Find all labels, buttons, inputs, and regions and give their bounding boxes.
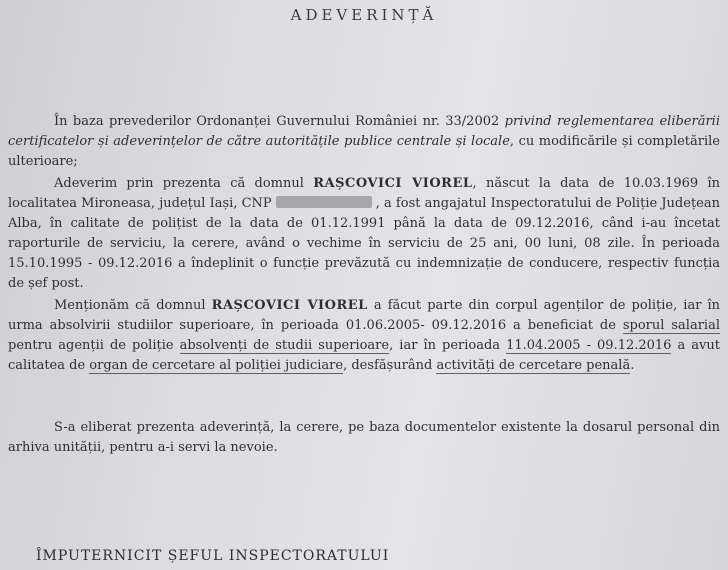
p3-text-1: Menționăm că domnul xyxy=(54,298,212,313)
p3-text-4: , iar în perioada xyxy=(389,338,507,353)
document-title: ADEVERINȚĂ xyxy=(290,6,438,24)
person-name-2: RAȘCOVICI VIOREL xyxy=(211,298,368,313)
p2-text-2: , născut la data de 10.03.1969 în localitatea Mironeasa, județul Iași, CNP xyxy=(8,176,720,211)
p3-text-5: a avut calitatea de xyxy=(8,338,720,373)
p2-text-3: , a fost angajatul Inspectoratului de Poliție Județean Alba, în calitate de polițist de la data de 01.12.1991 până la data de 09.12.2016, când i-au încetat raporturile de serviciu, la cerere, având o vechime în serviciu de 25 ani, 00 luni, 08 zile. În perioada 15.10.1995 - 09.12.2016 a îndeplinit o funcție prevăzută cu indemnizație de conducere, respectiv funcția de șef post. xyxy=(8,196,720,291)
p3-text-3: pentru agenții de poliție xyxy=(8,338,180,353)
underlined-higher-education: absolvenți de studii superioare xyxy=(179,338,390,353)
underlined-criminal-research: activități de cercetare penală xyxy=(436,358,631,373)
person-name: RAȘCOVICI VIOREL xyxy=(313,176,473,191)
underlined-salary-bonus: sporul salarial xyxy=(622,318,720,333)
paragraph-mentions xyxy=(8,296,720,376)
p1-ordinance-subject: privind reglementarea eliberării certificatelor și adeverințelor de către autoritățile publice centrale și locale xyxy=(8,114,720,149)
p3-text-2: a făcut parte din corpul agenților de poliție, iar în urma absolvirii studiilor superioare, în perioada 01.06.2005- 09.12.2016 a beneficiat de xyxy=(8,298,721,333)
p2-text-1: Adeverim prin prezenta că domnul xyxy=(54,176,314,191)
underlined-period: 11.04.2005 - 09.12.2016 xyxy=(506,338,672,353)
redacted-cnp xyxy=(276,196,372,208)
signatory-title: ÎMPUTERNICIT ȘEFUL INSPECTORATULUI xyxy=(36,548,390,564)
p1-text-3: , cu modificările și completările ulterioare; xyxy=(8,134,720,169)
p4-text-1: S-a eliberat prezenta adeverință, la cerere, pe baza documentelor existente la dosarul personal din arhiva unității, pentru a-i servi la nevoie. xyxy=(8,420,720,455)
p3-text-7: . xyxy=(630,358,635,373)
p3-text-6: , desfășurând xyxy=(343,358,437,373)
underlined-judicial-role: organ de cercetare al poliției judiciare xyxy=(89,358,344,373)
paragraph-employment xyxy=(8,174,720,294)
paragraph-issued xyxy=(8,418,720,458)
p1-text-1: În baza prevederilor Ordonanței Guvernului României nr. 33/2002 xyxy=(54,114,505,129)
paragraph-legal-basis xyxy=(8,112,720,172)
